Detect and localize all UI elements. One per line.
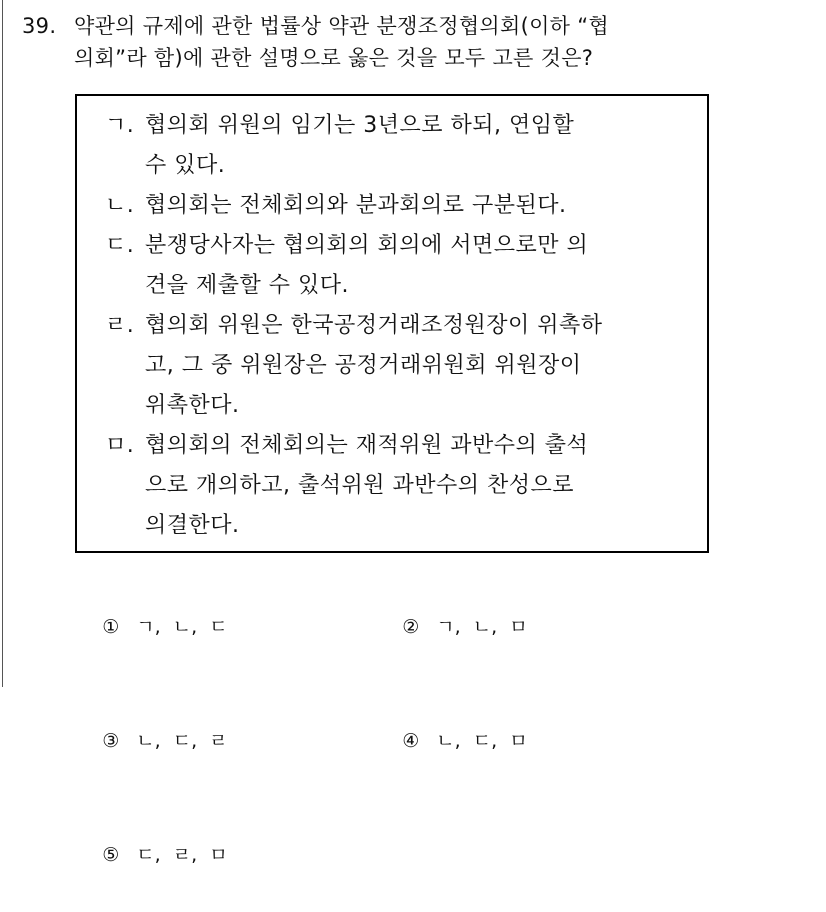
choice-text: ㄱ, ㄴ, ㄷ [136, 616, 228, 638]
statement-line: 협의회 위원의 임기는 3년으로 하되, 연임할 [145, 113, 575, 138]
choice-text: ㄴ, ㄷ, ㄹ [136, 730, 228, 752]
choice-5[interactable] [66, 798, 366, 912]
statement-line: 협의회는 전체회의와 분과회의로 구분된다. [145, 193, 567, 218]
statements-box [75, 94, 709, 553]
choice-number: ③ [102, 730, 120, 752]
choice-4[interactable] [366, 684, 666, 798]
statement-rieul [105, 306, 705, 426]
statement-line: 견을 제출할 수 있다. [145, 273, 349, 298]
statement-nieun [105, 186, 705, 226]
statement-marker: ㄴ. [105, 193, 135, 218]
page-left-border [2, 0, 3, 687]
statement-line: 고, 그 중 위원장은 공정거래위원회 위원장이 [145, 353, 582, 378]
statement-giyeok [105, 106, 705, 186]
statement-line: 으로 개의하고, 출석위원 과반수의 찬성으로 [145, 473, 575, 498]
statement-digeut [105, 226, 705, 306]
statement-line: 의결한다. [145, 513, 240, 538]
statement-line: 수 있다. [145, 153, 226, 178]
question-text-1: 약관의 규제에 관한 법률상 약관 분쟁조정협의회(이하 “협 [74, 14, 609, 38]
statement-marker: ㄱ. [105, 113, 135, 138]
choice-1[interactable] [66, 570, 366, 684]
statement-line: 협의회의 전체회의는 재적위원 과반수의 출석 [145, 433, 589, 458]
choice-3[interactable] [66, 684, 366, 798]
choice-2[interactable] [366, 570, 666, 684]
question-line-1 [22, 10, 812, 42]
answer-choices [66, 570, 666, 912]
choice-row [66, 684, 666, 798]
choice-text: ㄷ, ㄹ, ㅁ [136, 844, 228, 866]
statement-marker: ㅁ. [105, 433, 135, 458]
choice-row [66, 798, 666, 912]
statements-list [105, 106, 705, 546]
statement-line: 분쟁당사자는 협의회의 회의에 서면으로만 의 [145, 233, 589, 258]
statement-mieum [105, 426, 705, 546]
choice-text: ㄱ, ㄴ, ㅁ [436, 616, 528, 638]
statement-line: 협의회 위원은 한국공정거래조정원장이 위촉하 [145, 313, 603, 338]
choice-number: ② [402, 616, 420, 638]
choice-row [66, 570, 666, 684]
choice-number: ⑤ [102, 844, 120, 866]
statement-marker: ㄷ. [105, 233, 135, 258]
question [22, 10, 812, 74]
statement-marker: ㄹ. [105, 313, 135, 338]
statement-line: 위촉한다. [145, 393, 240, 418]
choice-text: ㄴ, ㄷ, ㅁ [436, 730, 528, 752]
choice-number: ④ [402, 730, 420, 752]
choice-number: ① [102, 616, 120, 638]
question-number: 39. [22, 14, 57, 38]
question-text-2: 의회”라 함)에 관한 설명으로 옳은 것을 모두 고른 것은? [74, 46, 594, 70]
